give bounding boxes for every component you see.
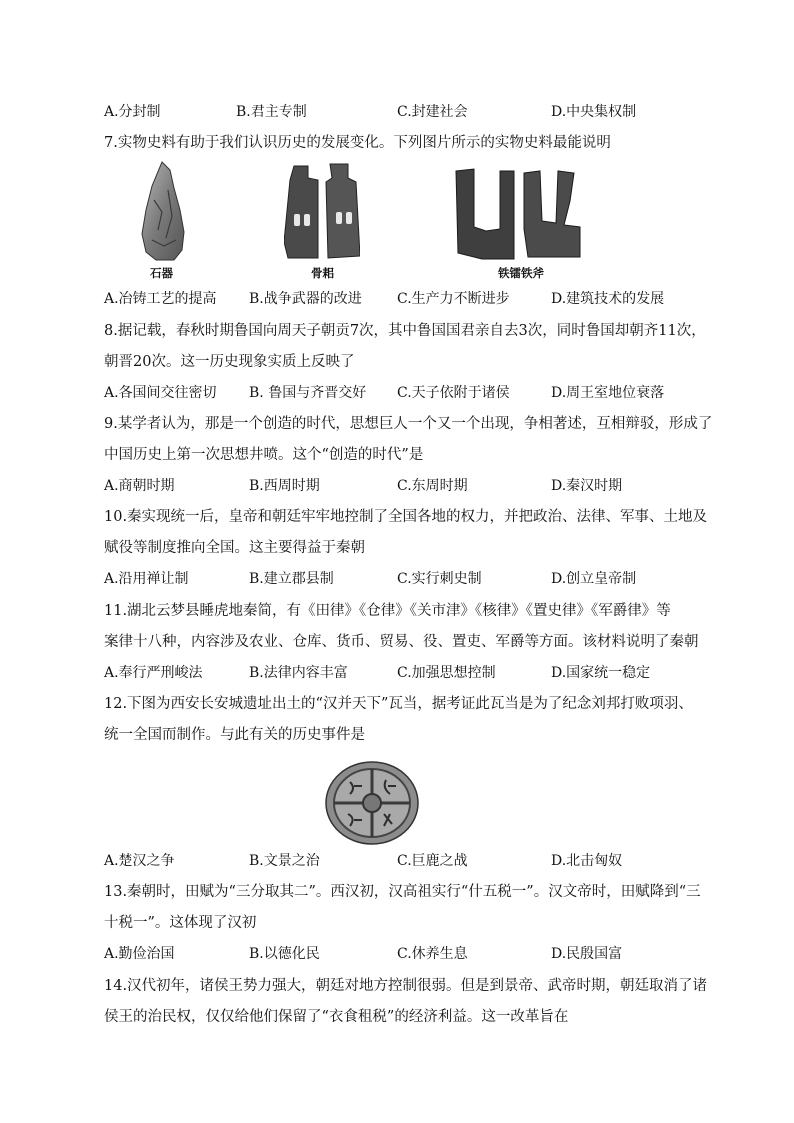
q12-stem-line-1: 12.下图为西安长安城遗址出土的“汉并天下”瓦当，据考证此瓦当是为了纪念刘邦打败项羽、	[104, 696, 693, 712]
q9-option-c[interactable]: C.东周时期	[397, 478, 468, 494]
q6-option-a[interactable]: A.分封制	[104, 104, 161, 120]
q12-option-b[interactable]: B.文景之治	[249, 853, 320, 869]
q11-option-c[interactable]: C.加强思想控制	[397, 665, 496, 681]
q10-option-b[interactable]: B.建立郡县制	[249, 571, 334, 587]
q10-option-a[interactable]: A.沿用禅让制	[104, 571, 189, 587]
q7-option-b[interactable]: B.战争武器的改进	[249, 291, 362, 307]
q8-options	[104, 383, 704, 403]
bone-spade-image	[284, 162, 360, 262]
q9-stem-line-1: 9.某学者认为，那是一个创造的时代，思想巨人一个又一个出现，争相著述，互相辩驳，形成了	[104, 416, 713, 432]
q8-stem-line-1: 8.据记载，春秋时期鲁国向周天子朝贡7次，其中鲁国国君亲自去3次，同时鲁国却朝齐11次，	[104, 323, 706, 339]
caption-bone-spade: 骨耜	[311, 266, 334, 280]
q14-stem-line-2: 侯王的治民权，仅仅给他们保留了“衣食租税”的经济利益。这一改革旨在	[104, 1009, 569, 1025]
stone-tool-image	[140, 160, 186, 262]
q12-option-c[interactable]: C.巨鹿之战	[397, 853, 468, 869]
q9-stem-line-2: 中国历史上第一次思想井喷。这个“创造的时代”是	[104, 447, 424, 463]
q7-option-a[interactable]: A.冶铸工艺的提高	[104, 291, 217, 307]
q6-options	[104, 102, 704, 122]
q7-option-c[interactable]: C.生产力不断进步	[397, 291, 510, 307]
q9-option-d[interactable]: D.秦汉时期	[551, 478, 623, 494]
q11-option-a[interactable]: A.奉行严刑峻法	[104, 665, 203, 681]
q10-options	[104, 569, 704, 589]
q13-option-c[interactable]: C.休养生息	[397, 946, 468, 962]
q7-option-d[interactable]: D.建筑技术的发展	[551, 291, 665, 307]
q10-stem-line-1: 10.秦实现统一后，皇帝和朝廷牢牢地控制了全国各地的权力，并把政治、法律、军事、土地及	[104, 509, 708, 525]
q9-option-a[interactable]: A.商朝时期	[104, 478, 175, 494]
caption-stone-tool: 石器	[150, 266, 173, 280]
iron-tools-image	[452, 165, 584, 261]
q11-stem-line-1: 11.湖北云梦县睡虎地秦简，有《田律》《仓律》《关市津》《核律》《置史律》《军爵律》等	[104, 603, 671, 619]
q11-options	[104, 663, 704, 683]
caption-iron-tools: 铁镭铁斧	[498, 266, 544, 280]
q7-stem: 7.实物史料有助于我们认识历史的发展变化。下列图片所示的实物史料最能说明	[104, 135, 611, 151]
q8-stem-line-2: 朝晋20次。这一历史现象实质上反映了	[104, 354, 355, 370]
q12-option-d[interactable]: D.北击匈奴	[551, 853, 623, 869]
q8-option-d[interactable]: D.周王室地位衰落	[551, 385, 665, 401]
q13-options	[104, 944, 704, 964]
q11-option-b[interactable]: B.法律内容丰富	[249, 665, 348, 681]
q6-option-d[interactable]: D.中央集权制	[551, 104, 637, 120]
q6-option-b[interactable]: B.君主专制	[236, 104, 307, 120]
q13-option-b[interactable]: B.以德化民	[249, 946, 320, 962]
q6-option-c[interactable]: C.封建社会	[397, 104, 468, 120]
q8-option-b[interactable]: B. 鲁国与齐晋交好	[249, 385, 367, 401]
q10-stem-line-2: 赋役等制度推向全国。这主要得益于秦朝	[104, 540, 365, 556]
q9-option-b[interactable]: B.西周时期	[249, 478, 320, 494]
q8-option-a[interactable]: A.各国间交往密切	[104, 385, 217, 401]
q12-options	[104, 851, 704, 871]
eave-tile-image	[324, 760, 420, 846]
q13-option-a[interactable]: A.勤俭治国	[104, 946, 175, 962]
q11-option-d[interactable]: D.国家统一稳定	[551, 665, 651, 681]
q14-stem-line-1: 14.汉代初年，诸侯王势力强大，朝廷对地方控制很弱。但是到景帝、武帝时期，朝廷取消了诸	[104, 978, 708, 994]
q12-option-a[interactable]: A.楚汉之争	[104, 853, 175, 869]
q8-option-c[interactable]: C.天子依附于诸侯	[397, 385, 510, 401]
q9-options	[104, 476, 704, 496]
q7-options	[104, 289, 704, 309]
q10-option-c[interactable]: C.实行刺史制	[397, 571, 482, 587]
q11-stem-line-2: 案律十八种，内容涉及农业、仓库、货币、贸易、役、置吏、军爵等方面。该材料说明了秦朝	[104, 634, 699, 650]
q13-stem-line-1: 13.秦朝时，田赋为“三分取其二”。西汉初，汉高祖实行“什五税一”。汉文帝时，田赋降到“三	[104, 884, 701, 900]
q13-stem-line-2: 十税一”。这体现了汉初	[104, 915, 257, 931]
q12-stem-line-2: 统一全国而制作。与此有关的历史事件是	[104, 727, 365, 743]
q13-option-d[interactable]: D.民殷国富	[551, 946, 623, 962]
q10-option-d[interactable]: D.创立皇帝制	[551, 571, 637, 587]
